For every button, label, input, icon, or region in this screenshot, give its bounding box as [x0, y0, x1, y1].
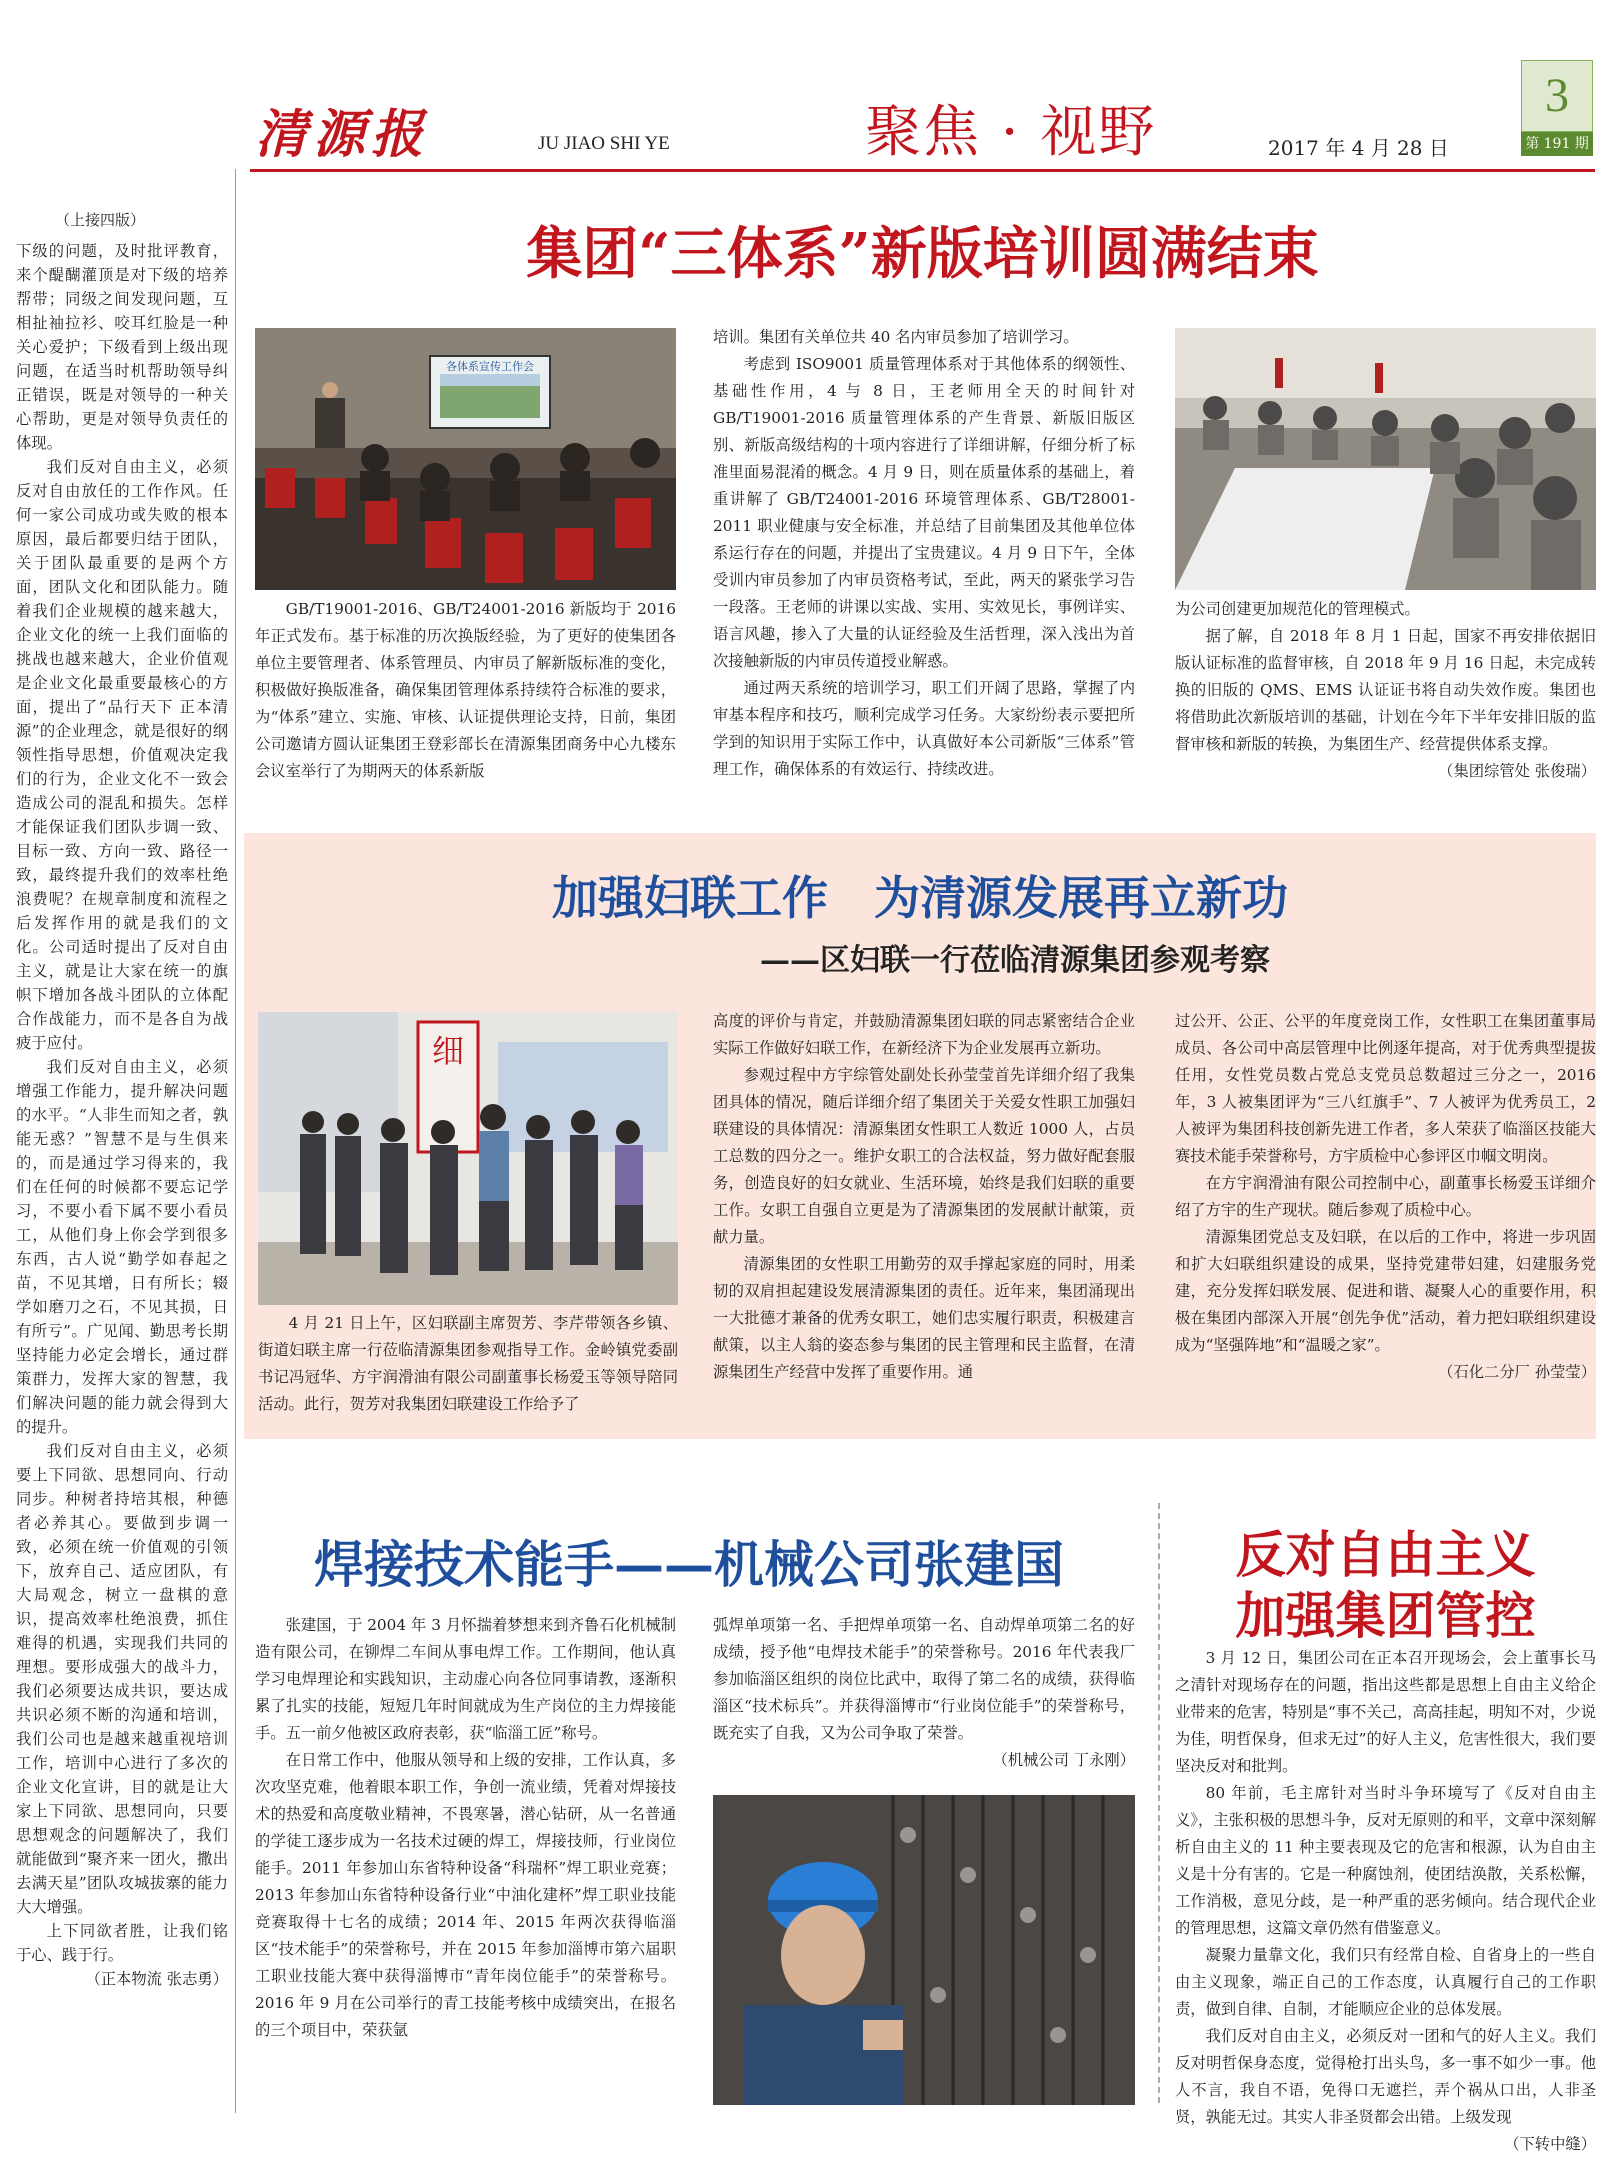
paragraph: 张建国，于 2004 年 3 月怀揣着梦想来到齐鲁石化机械制造有限公司，在铆焊二车间从事电焊工作。工作期间，他认真学习电焊理论和实践知识，主动虚心向各位同事请教，逐渐积累了扎实的技能，短短几年时间就成为生产岗位的主力焊接能手。五一前夕他被区政府表彰，获“临淄工匠”称号。 [255, 1616, 676, 1742]
paragraph: 我们反对自由主义，必须反对自由放任的工作作风。任何一家公司成功或失败的根本原因，最后都要归结于团队，关于团队最重要的是两个方面，团队文化和团队能力。随着我们企业规模的越来越大，企业文化的统一上我们面临的挑战也越来越大，企业价值观是企业文化最重要最核心的方面，提出了“品行天下 正本清源”的企业理念，就是很好的纲领性指导思想，价值观决定我们的行为，企业文化不一致会造成公司的混乱和损失。怎样才能保证我们团队步调一致、目标一致、方向一致、路径一致，最终提升我们的效率杜绝浪费呢？在规章制度和流程之后发挥作用的就是我们的文化。公司适时提出了反对自由主义，就是让大家在统一的旗帜下增加各战斗团队的立体配合作战能力，而不是各自为战疲于应付。 [16, 458, 228, 1052]
page-number: 3 [1521, 60, 1593, 132]
column-divider [1158, 1503, 1160, 2103]
masthead-rule [250, 169, 1595, 172]
paragraph: 据了解，自 2018 年 8 月 1 日起，国家不再安排依据旧版认证标准的监督审核，自 2018 年 9 月 16 日起，未完成转换的旧版的 QMS、EMS 认证证书将自动失效作废。集团也将借助此次新版培训的基础，计划在今年下半年安排旧版的监督审核和新版的转换，为集团生产、经营提供体系支撑。 [1175, 627, 1596, 753]
paragraph: 过公开、公正、公平的年度竞岗工作，女性职工在集团董事局成员、各公司中高层管理中比例逐年提高，对于优秀典型提拔任用，女性党员数占党总支党员总数超过三分之一，2016 年，3 人被集团评为“三八红旗手”、7 人被评为优秀员工，2 人被评为集团科技创新先进工作者，多人荣获了临淄区技能大赛技术能手荣誉称号，方宇质检中心参评区巾帼文明岗。 [1175, 1012, 1596, 1165]
photo-sign-text: 细 [431, 1032, 465, 1070]
byline: （集团综管处 张俊瑞） [1438, 762, 1596, 780]
article1-title: 集团“三体系”新版培训圆满结束 [526, 221, 1319, 287]
article3-title: 焊接技术能手——机械公司张建国 [314, 1535, 1064, 1594]
paragraph: 我们反对自由主义，必须增强工作能力，提升解决问题的水平。“人非生而知之者，孰能无惑？”智慧不是与生俱来的，而是通过学习得来的，我们在任何的时候都不要忘记学习，不要小看下属不要小看员工，从他们身上你会学到很多东西，古人说“勤学如春起之苗，不见其增，日有所长；辍学如磨刀之石，不见其损，日有所亏”。广见闻、勤思考长期坚持能力必定会增长，通过群策群力，发挥大家的智慧，我们解决问题的能力就会得到大的提升。 [16, 1058, 228, 1436]
article2-subtitle: ——区妇联一行莅临清源集团参观考察 [760, 943, 1270, 978]
article2-column3 [1175, 1008, 1596, 1386]
article4-title-line2: 加强集团管控 [1235, 1586, 1536, 1645]
article2-column2 [713, 1008, 1135, 1386]
article1-column3 [1175, 596, 1596, 785]
article4-body [1175, 1645, 1596, 2158]
article2-caption: 4 月 21 日上午，区妇联副主席贺芳、李芹带领各乡镇、街道妇联主席一行莅临清源集团参观指导工作。金岭镇党委副书记冯冠华、方宇润滑油有限公司副董事长杨爱玉等领导陪同活动。此行，贺芳对我集团妇联建设工作给予了 [258, 1314, 678, 1413]
classroom-photo [1175, 328, 1596, 590]
article3-column2 [713, 1612, 1135, 1774]
issue-number: 第 191 期 [1521, 132, 1593, 156]
continued-to-label: （下转中缝） [1504, 2135, 1596, 2153]
byline: （石化二分厂 孙莹莹） [1438, 1363, 1596, 1381]
paragraph: 培训。集团有关单位共 40 名内审员参加了培训学习。 [713, 328, 1079, 346]
newspaper-name: 清源报 [255, 104, 430, 165]
paragraph: 下级的问题，及时批评教育，来个醍醐灌顶是对下级的培养帮带；同级之间发现问题，互相扯袖拉衫、咬耳红脸是一种关心爱护；下级看到上级出现问题，在适当时机帮助领导纠正错误，既是对领导的一种关心帮助，更是对领导负责任的体现。 [16, 242, 228, 452]
paragraph: 凝聚力量靠文化，我们只有经常自检、自省身上的一些自由主义现象，端正自己的工作态度，认真履行自己的工作职责，做到自律、自制，才能顺应企业的总体发展。 [1175, 1946, 1596, 2018]
delegation-photo [258, 1012, 678, 1305]
welder-photo [713, 1795, 1135, 2105]
byline: （正本物流 张志勇） [85, 1970, 228, 1988]
paragraph: 清源集团的女性职工用勤劳的双手撑起家庭的同时，用柔韧的双肩担起建设发展清源集团的责任。近年来，集团涌现出一大批德才兼备的优秀女职工，她们忠实履行职责，积极建言献策，以主人翁的姿态参与集团的民主管理和民主监督，在清源集团生产经营中发挥了重要作用。通 [713, 1255, 1135, 1381]
page-number-box [1521, 60, 1593, 160]
paragraph: 我们反对自由主义，必须要上下同欲、思想同向、行动同步。种树者持培其根，种德者必养其心。要做到步调一致，必须在统一价值观的引领下，放弃自己、适应团队，有大局观念，树立一盘棋的意识，提高效率杜绝浪费，抓住难得的机遇，实现我们共同的理想。要形成强大的战斗力，我们必须要达成共识，要达成共识必须不断的沟通和培训，我们公司也是越来越重视培训工作，培训中心进行了多次的企业文化宣讲，目的就是让大家上下同欲、思想同向，只要思想观念的问题解决了，我们就能做到“聚齐来一团火，撒出去满天星”团队攻城拔寨的能力大大增强。 [16, 1442, 228, 1916]
publication-date: 2017 年 4 月 28 日 [1268, 136, 1449, 160]
training-room-photo [255, 328, 676, 590]
paragraph: 我们反对自由主义，必须反对一团和气的好人主义。我们反对明哲保身态度，觉得枪打出头鸟，多一事不如少一事。他人不言，我自不语，免得口无遮拦，弄个祸从口出，人非圣贤，孰能无过。其实人非圣贤都会出错。上级发现 [1175, 2027, 1596, 2126]
section-pinyin: JU JIAO SHI YE [538, 133, 670, 154]
article1-caption: GB/T19001-2016、GB/T24001-2016 新版均于 2016 年正式发布。基于标准的历次换版经验，为了更好的使集团各单位主要管理者、体系管理员、内审员了解新版标准的变化，积极做好换版准备，确保集团管理体系持续符合标准的要求，为“体系”建立、实施、审核、认证提供理论支持，日前，集团公司邀请方圆认证集团王登彩部长在清源集团商务中心九楼东会议室举行了为期两天的体系新版 [255, 600, 676, 780]
paragraph: 考虑到 ISO9001 质量管理体系对于其他体系的纲领性、基础性作用，4 与 8 日，王老师用全天的时间针对 GB/T19001-2016 质量管理体系的产生背景、新版旧版区别、新版高级结构的十项内容进行了详细讲解，仔细分析了标准里面易混淆的概念。4 月 9 日，则在质量体系的基础上，着重讲解了 GB/T24001-2016 环境管理体系、GB/T28001-2011 职业健康与安全标准，并总结了目前集团及其他单位体系运行存在的问题，并提出了宝贵建议。4 月 9 日下午，全体受训内审员参加了内审员资格考试，至此，两天的紧张学习告一段落。王老师的讲课以实战、实用、实效见长，事例详实、语言风趣，掺入了大量的认证经验及生活哲理，深入浅出为首次接触新版的内审员传道授业解惑。 [713, 355, 1135, 670]
paragraph: 80 年前，毛主席针对当时斗争环境写了《反对自由主义》，主张积极的思想斗争，反对无原则的和平，文章中深刻解析自由主义的 11 种主要表现及它的危害和根源，认为自由主义是十分有害的。它是一种腐蚀剂，使团结涣散，关系松懈，工作消极，意见分歧，是一种严重的恶劣倾向。结合现代企业的管理思想，这篇文章仍然有借鉴意义。 [1175, 1784, 1596, 1937]
paragraph: 为公司创建更加规范化的管理模式。 [1175, 600, 1420, 618]
article2-title: 加强妇联工作 为清源发展再立新功 [552, 871, 1288, 925]
article1-column2 [713, 324, 1135, 783]
left-column [0, 169, 236, 2113]
paragraph: 在方宇润滑油有限公司控制中心，副董事长杨爱玉详细介绍了方宇的生产现状。随后参观了质检中心。 [1175, 1174, 1596, 1219]
byline: （机械公司 丁永刚） [992, 1751, 1135, 1769]
paragraph: 弧焊单项第一名、手把焊单项第一名、自动焊单项第二名的好成绩，授予他“电焊技术能手”的荣誉称号。2016 年代表我厂参加临淄区组织的岗位比武中，取得了第二名的成绩，获得临淄区“技术标兵”。并获得淄博市“行业岗位能手”的荣誉称号，既充实了自我，又为公司争取了荣誉。 [713, 1616, 1135, 1742]
continued-from-label: （上接四版） [55, 211, 146, 229]
paragraph: 上下同欲者胜，让我们铭于心、践于行。 [16, 1922, 228, 1964]
paragraph: 3 月 12 日，集团公司在正本召开现场会，会上董事长马之清针对现场存在的问题，指出这些都是思想上自由主义给企业带来的危害，特别是“事不关己，高高挂起，明知不对，少说为佳，明哲保身，但求无过”的好人主义，危害性很大，我们要坚决反对和批判。 [1175, 1649, 1596, 1775]
paragraph: 参观过程中方宇综管处副处长孙莹莹首先详细介绍了我集团具体的情况，随后详细介绍了集团关于关爱女性职工加强妇联建设的具体情况：清源集团女性职工人数近 1000 人，占员工总数的四分之一。维护女职工的合法权益，努力做好配套服务，创造良好的妇女就业、生活环境，始终是我们妇联的重要工作。女职工自强自立更是为了清源集团的发展献计献策，贡献力量。 [713, 1066, 1135, 1246]
photo-banner-text: 各体系宣传工作会 [446, 360, 534, 373]
article3-column1 [255, 1612, 676, 2044]
paragraph: 通过两天系统的培训学习，职工们开阔了思路，掌握了内审基本程序和技巧，顺利完成学习任务。大家纷纷表示要把所学到的知识用于实际工作中，认真做好本公司新版“三体系”管理工作，确保体系的有效运行、持续改进。 [713, 679, 1135, 778]
paragraph: 高度的评价与肯定，并鼓励清源集团妇联的同志紧密结合企业实际工作做好妇联工作，在新经济下为企业发展再立新功。 [713, 1012, 1135, 1057]
paragraph: 清源集团党总支及妇联，在以后的工作中，将进一步巩固和扩大妇联组织建设的成果，坚持党建带妇建，妇建服务党建，充分发挥妇联发展、促进和谐、凝聚人心的重要作用，积极在集团内部深入开展“创先争优”活动，着力把妇联组织建设成为“坚强阵地”和“温暖之家”。 [1175, 1228, 1596, 1354]
paragraph: 在日常工作中，他服从领导和上级的安排，工作认真，多次攻坚克难，他着眼本职工作，争创一流业绩，凭着对焊接技术的热爱和高度敬业精神，不畏寒暑，潜心钻研，从一名普通的学徒工逐步成为一名技术过硬的焊工，焊接技师，行业岗位能手。2011 年参加山东省特种设备“科瑞杯”焊工职业竞赛；2013 年参加山东省特种设备行业“中油化建杯”焊工职业技能竞赛取得十七名的成绩；2014 年、2015 年两次获得临淄区“技术能手”的荣誉称号，并在 2015 年参加淄博市第六届职工职业技能大赛中获得淄博市“青年岗位能手”的荣誉称号。2016 年 9 月在公司举行的青工技能考核中成绩突出，在报名的三个项目中，荣获氩 [255, 1751, 676, 2039]
section-title: 聚焦 · 视野 [865, 100, 1157, 165]
left-column-body [16, 239, 228, 1991]
article4-title-line1: 反对自由主义 [1235, 1525, 1536, 1584]
